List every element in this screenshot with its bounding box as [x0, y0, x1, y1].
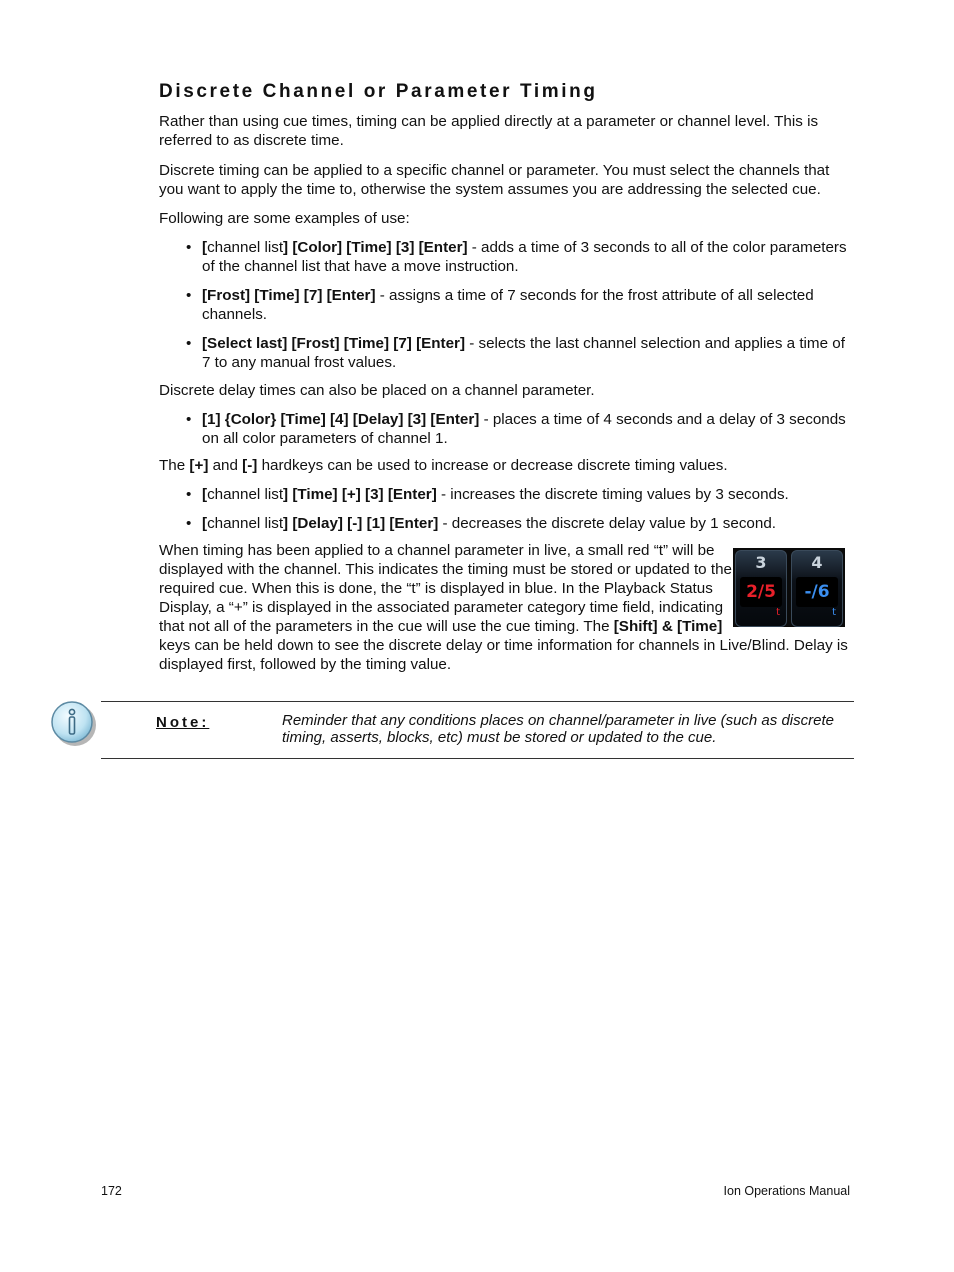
- bullet-icon: •: [186, 411, 192, 428]
- section-heading: Discrete Channel or Parameter Timing: [159, 81, 598, 102]
- note-label: Note:: [156, 714, 210, 731]
- list-item: • [channel list] [Time] [+] [3] [Enter] - increases the discrete timing values by 3 seconds.: [186, 486, 789, 503]
- note-top-rule: [101, 701, 854, 702]
- bullet-icon: •: [186, 239, 192, 256]
- channel-timing-value: -/6: [796, 577, 838, 607]
- bullet-icon: •: [186, 515, 192, 532]
- manual-title: Ion Operations Manual: [723, 1184, 850, 1198]
- list-item: • [Select last] [Frost] [Time] [7] [Enter] - selects the last channel selection and applies a time of 7 to any manual frost values.: [186, 335, 845, 371]
- list-item: • [1] {Color} [Time] [4] [Delay] [3] [Enter] - places a time of 4 seconds and a delay of 3 seconds on all color parameters of channel 1.: [186, 411, 846, 447]
- paragraph-intro: Rather than using cue times, timing can be applied directly at a parameter or channel level. This is referred to as discrete time.: [159, 113, 819, 149]
- paragraph-examples: Following are some examples of use:: [159, 210, 410, 227]
- channel-cell: [735, 550, 787, 627]
- paragraph-delay: Discrete delay times can also be placed on a channel parameter.: [159, 382, 595, 399]
- paragraph-discrete: Discrete timing can be applied to a specific channel or parameter. You must select the channels that you want to apply the time to, otherwise the system assumes you are addressing the selected cue.: [159, 162, 830, 198]
- channel-number: 3: [755, 553, 767, 572]
- bullet-icon: •: [186, 287, 192, 304]
- list-item: • [channel list] [Delay] [-] [1] [Enter] - decreases the discrete delay value by 1 second.: [186, 515, 776, 532]
- channel-timing-value: 2/5: [740, 577, 782, 607]
- page-number: 172: [101, 1184, 122, 1198]
- timing-flag: t: [832, 607, 836, 618]
- info-icon: [50, 700, 98, 748]
- bullet-icon: •: [186, 335, 192, 352]
- note-bottom-rule: [101, 758, 854, 759]
- list-item: • [Frost] [Time] [7] [Enter] - assigns a time of 7 seconds for the frost attribute of all selected channels.: [186, 287, 814, 323]
- channel-timing-thumbnail: [733, 548, 845, 627]
- channel-cell: [791, 550, 843, 627]
- paragraph-hardkeys: The [+] and [-] hardkeys can be used to increase or decrease discrete timing values.: [159, 457, 728, 474]
- paragraph-timing-display: When timing has been applied to a channel parameter in live, a small red “t” will be displayed with the channel. This indicates the timing must be stored or updated to the required cue. When this is done, the “t” is displayed in blue. In the Playback Status Display, a “+” is displayed in the associated parameter category time field, indicating that not all of the parameters in the cue will use the cue timing. The [Shift] & [Time] keys can be held down to see the discrete delay or time information for channels in Live/Blind. Delay is displayed first, followed by the timing value.: [159, 542, 848, 673]
- timing-flag: t: [776, 607, 780, 618]
- bullet-icon: •: [186, 486, 192, 503]
- list-item: • [channel list] [Color] [Time] [3] [Enter] - adds a time of 3 seconds to all of the color parameters of the channel list that have a move instruction.: [186, 239, 847, 275]
- channel-number: 4: [811, 553, 823, 572]
- note-body: Reminder that any conditions places on channel/parameter in live (such as discrete timing, asserts, blocks, etc) must be stored or updated to the cue.: [282, 712, 834, 746]
